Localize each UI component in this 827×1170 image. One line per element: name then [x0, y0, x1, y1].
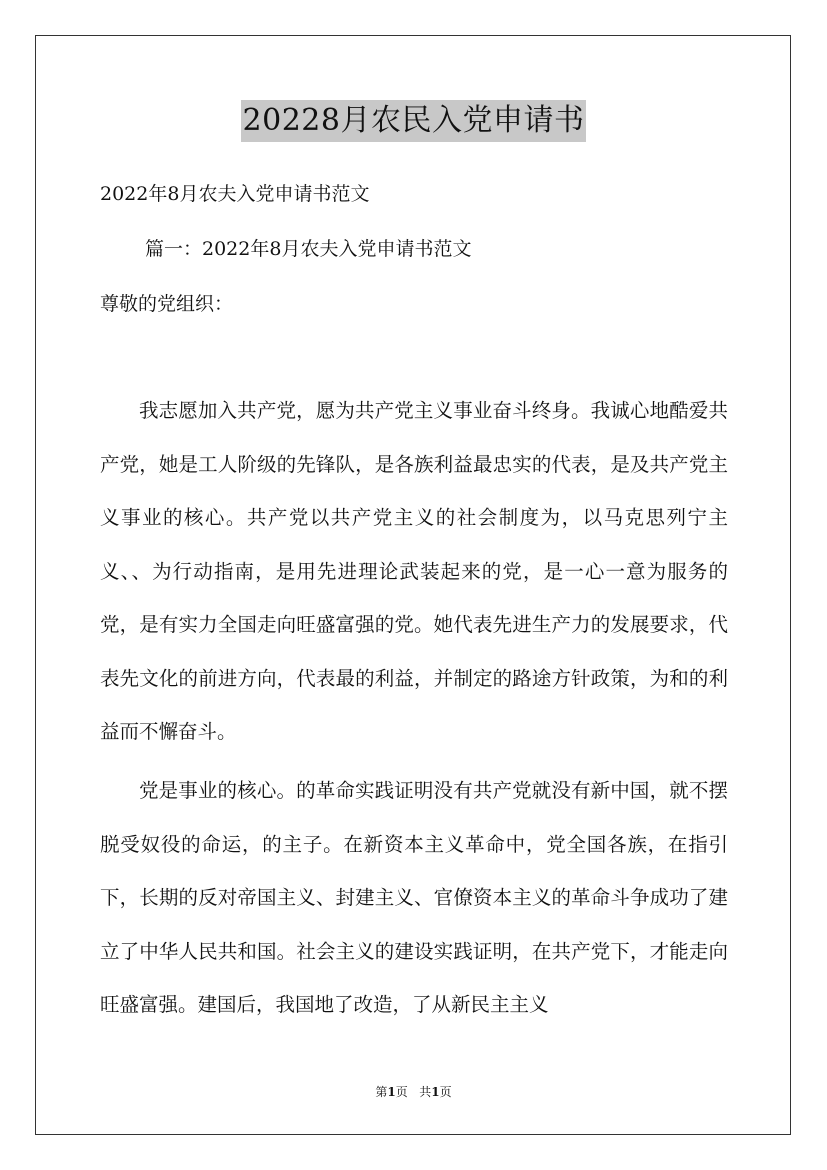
footer-total-suffix: 页 [439, 1085, 452, 1099]
footer-total-number: 1 [431, 1085, 440, 1099]
document-title: 20228月农民入党申请书 [241, 100, 587, 142]
document-subtitle: 2022年8月农夫入党申请书范文 [100, 183, 370, 205]
footer-page-suffix: 页 [395, 1085, 408, 1099]
body-paragraph-1: 我志愿加入共产党，愿为共产党主义事业奋斗终身。我诚心地酷爱共产党，她是工人阶级的先锋队，是各族利益最忠实的代表，是及共产党主义事业的核心。共产党以共产党主义的社会制度为，以马克思列宁主义、、为行动指南，是用先进理论武装起来的党，是一心一意为服务的党，是有实力全国走向旺盛富强的党。她代表先进生产力的发展要求，代表先文化的前进方向，代表最的利益，并制定的路途方针政策，为和的利益而不懈奋斗。 [100, 399, 728, 743]
body-paragraph-2: 党是事业的核心。的革命实践证明没有共产党就没有新中国，就不摆脱受奴役的命运，的主子。在新资本主义革命中，党全国各族，在指引下，长期的反对帝国主义、封建主义、官僚资本主义的革命斗争成功了建立了中华人民共和国。社会主义的建设实践证明，在共产党下，才能走向旺盛富强。建国后，我国地了改造，了从新民主主义 [100, 779, 728, 1016]
section-heading: 篇一：2022年8月农夫入党申请书范文 [145, 238, 472, 260]
page-footer [0, 1084, 827, 1100]
salutation: 尊敬的党组织： [100, 293, 234, 315]
footer-page-number: 1 [387, 1085, 396, 1099]
footer-total-prefix: 共 [419, 1085, 432, 1099]
footer-page-prefix: 第 [375, 1085, 388, 1099]
title-container [0, 100, 827, 142]
